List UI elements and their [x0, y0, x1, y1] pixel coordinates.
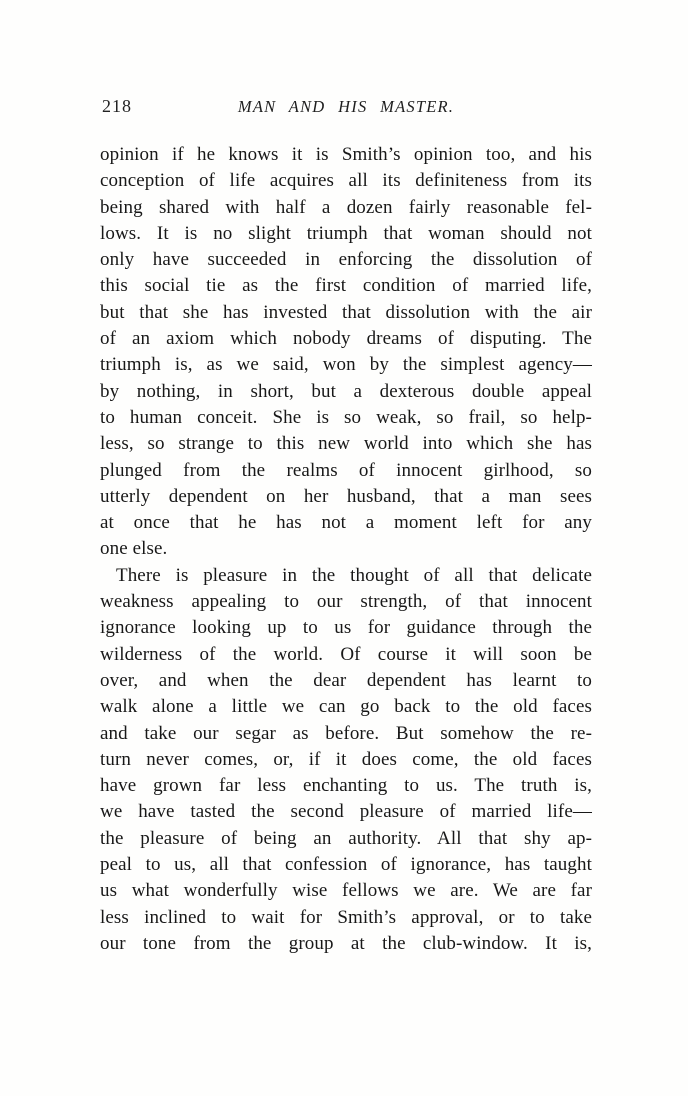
text-line: this social tie as the first condition of married life, — [100, 275, 592, 297]
text-line: our tone from the group at the club-window. It is, — [100, 932, 592, 954]
text-line: to human conceit. She is so weak, so frail, so help- — [100, 406, 592, 428]
text-line: less, so strange to this new world into which she has — [100, 433, 592, 455]
text-line: ignorance looking up to us for guidance through the — [100, 617, 592, 639]
page-body — [100, 142, 592, 957]
text-line: over, and when the dear dependent has learnt to — [100, 669, 592, 691]
page-header — [100, 96, 592, 122]
text-line: peal to us, all that confession of ignorance, has taught — [100, 854, 592, 876]
text-line: by nothing, in short, but a dexterous double appeal — [100, 380, 592, 402]
text-line: only have succeeded in enforcing the dissolution of — [100, 249, 592, 271]
text-line: and take our segar as before. But somehow the re- — [100, 722, 592, 744]
paragraph — [100, 563, 592, 957]
text-line: less inclined to wait for Smith’s approval, or to take — [100, 906, 592, 928]
text-line: we have tasted the second pleasure of married life— — [100, 801, 592, 823]
text-line: opinion if he knows it is Smith’s opinion too, and his — [100, 144, 592, 165]
page-number: 218 — [102, 96, 132, 116]
text-line: wilderness of the world. Of course it will soon be — [100, 643, 592, 665]
text-line: but that she has invested that dissolution with the air — [100, 301, 592, 323]
text-line: There is pleasure in the thought of all that delicate — [116, 564, 592, 586]
text-line: walk alone a little we can go back to the old faces — [100, 696, 592, 718]
text-line: weakness appealing to our strength, of that innocent — [100, 591, 592, 613]
text-line: utterly dependent on her husband, that a man sees — [100, 485, 592, 507]
text-line: of an axiom which nobody dreams of disputing. The — [100, 328, 592, 350]
text-line: the pleasure of being an authority. All that shy ap- — [100, 827, 592, 849]
running-title: MAN AND HIS MASTER. — [237, 97, 455, 116]
text-line: at once that he has not a moment left for any — [100, 512, 592, 534]
paragraph — [100, 142, 592, 563]
text-line: us what wonderfully wise fellows we are. We are far — [100, 880, 592, 902]
text-line: have grown far less enchanting to us. The truth is, — [100, 775, 592, 797]
text-column — [100, 96, 592, 957]
text-line: conception of life acquires all its definiteness from its — [100, 170, 592, 192]
text-line: plunged from the realms of innocent girlhood, so — [100, 459, 592, 481]
text-line: triumph is, as we said, won by the simplest agency— — [100, 354, 592, 376]
text-line: turn never comes, or, if it does come, the old faces — [100, 748, 592, 770]
text-line: lows. It is no slight triumph that woman should not — [100, 222, 592, 244]
text-line: being shared with half a dozen fairly reasonable fel- — [100, 196, 592, 218]
text-line: one else. — [100, 538, 168, 560]
